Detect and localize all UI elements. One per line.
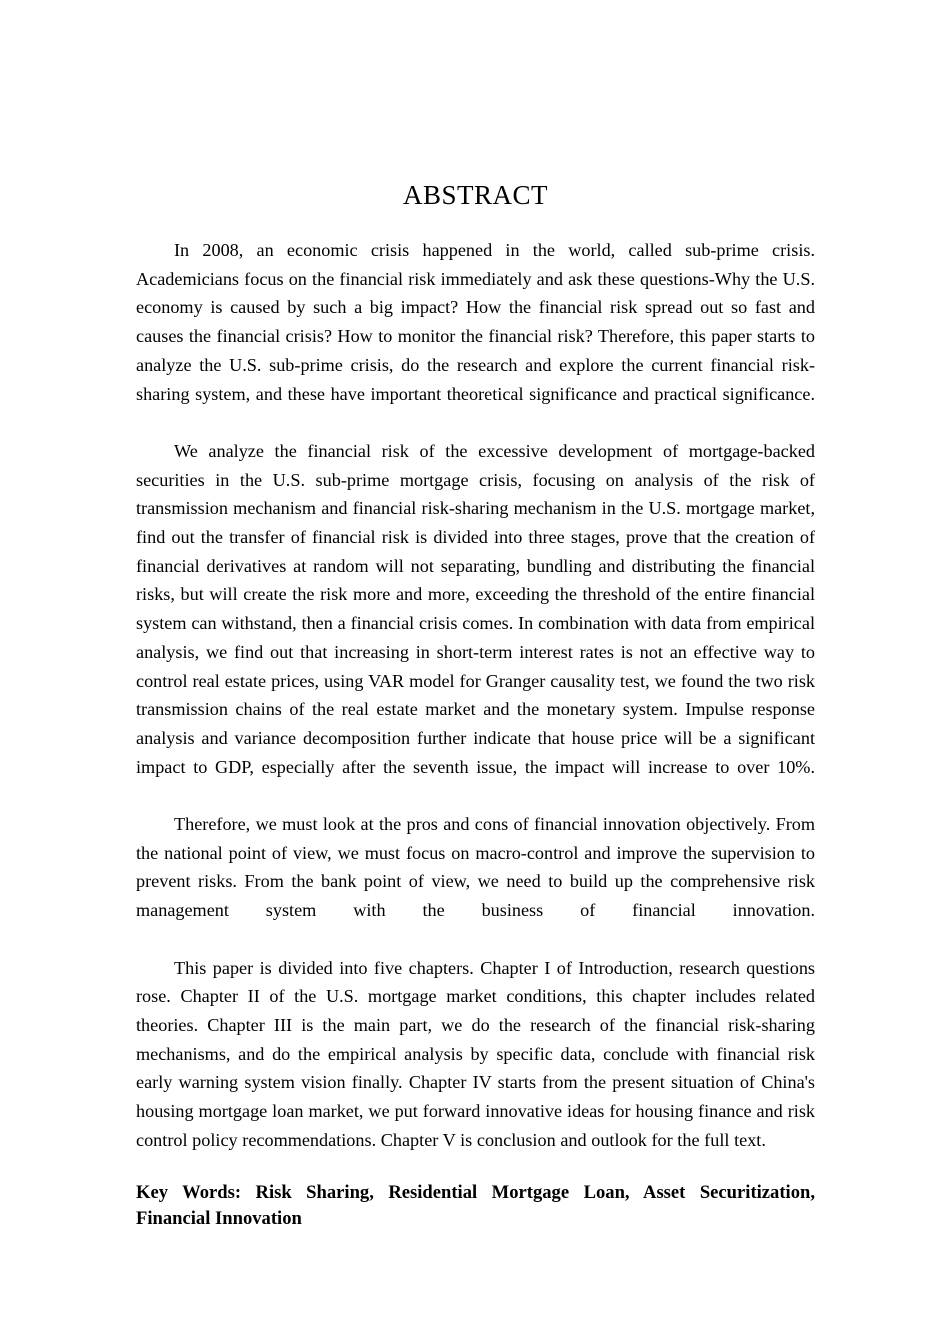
abstract-paragraph-3: Therefore, we must look at the pros and cons of financial innovation objectively. From the national point of view, we must focus on macro-control and improve the supervision to prevent risks. From the bank point of view, we need to build up the comprehensive risk management system with the business of financial innovation. xyxy=(136,814,815,921)
abstract-body xyxy=(136,236,815,1155)
document-content xyxy=(136,0,815,1232)
abstract-paragraph-2: We analyze the financial risk of the excessive development of mortgage-backed securities in the U.S. sub-prime mortgage crisis, focusing on analysis of the risk of transmission mechanism and financial risk-sharing mechanism in the U.S. mortgage market, find out the transfer of financial risk is divided into three stages, prove that the creation of financial derivatives at random will not separating, bundling and distributing the financial risks, but will create the risk more and more, exceeding the threshold of the entire financial system can withstand, then a financial crisis comes. In combination with data from empirical analysis, we find out that increasing in short-term interest rates is not an effective way to control real estate prices, using VAR model for Granger causality test, we found the two risk transmission chains of the real estate market and the monetary system. Impulse response analysis and variance decomposition further indicate that house price will be a significant impact to GDP, especially after the seventh issue, the impact will increase to over 10%. xyxy=(136,440,815,777)
abstract-paragraph-4: This paper is divided into five chapters. Chapter I of Introduction, research questions rose. Chapter II of the U.S. mortgage market conditions, this chapter includes related theories. Chapter III is the main part, we do the research of the financial risk-sharing mechanisms, and do the empirical analysis by specific data, conclude with financial risk early warning system vision finally. Chapter IV starts from the present situation of China's housing mortgage loan market, we put forward innovative ideas for housing finance and risk control policy recommendations. Chapter V is conclusion and outlook for the full text. xyxy=(136,957,815,1150)
keywords-section xyxy=(136,1180,815,1232)
abstract-paragraph-1: In 2008, an economic crisis happened in the world, called sub-prime crisis. Academicians focus on the financial risk immediately and ask these questions-Why the U.S. economy is caused by such a big impact? How the financial risk spread out so fast and causes the financial crisis? How to monitor the financial risk? Therefore, this paper starts to analyze the U.S. sub-prime crisis, do the research and explore the current financial risk-sharing system, and these have important theoretical significance and practical significance. xyxy=(136,240,815,404)
keywords-line: Key Words: Risk Sharing, Residential Mortgage Loan, Asset Securitization, Financial Innovation xyxy=(136,1181,815,1229)
page-title: ABSTRACT xyxy=(402,180,549,210)
